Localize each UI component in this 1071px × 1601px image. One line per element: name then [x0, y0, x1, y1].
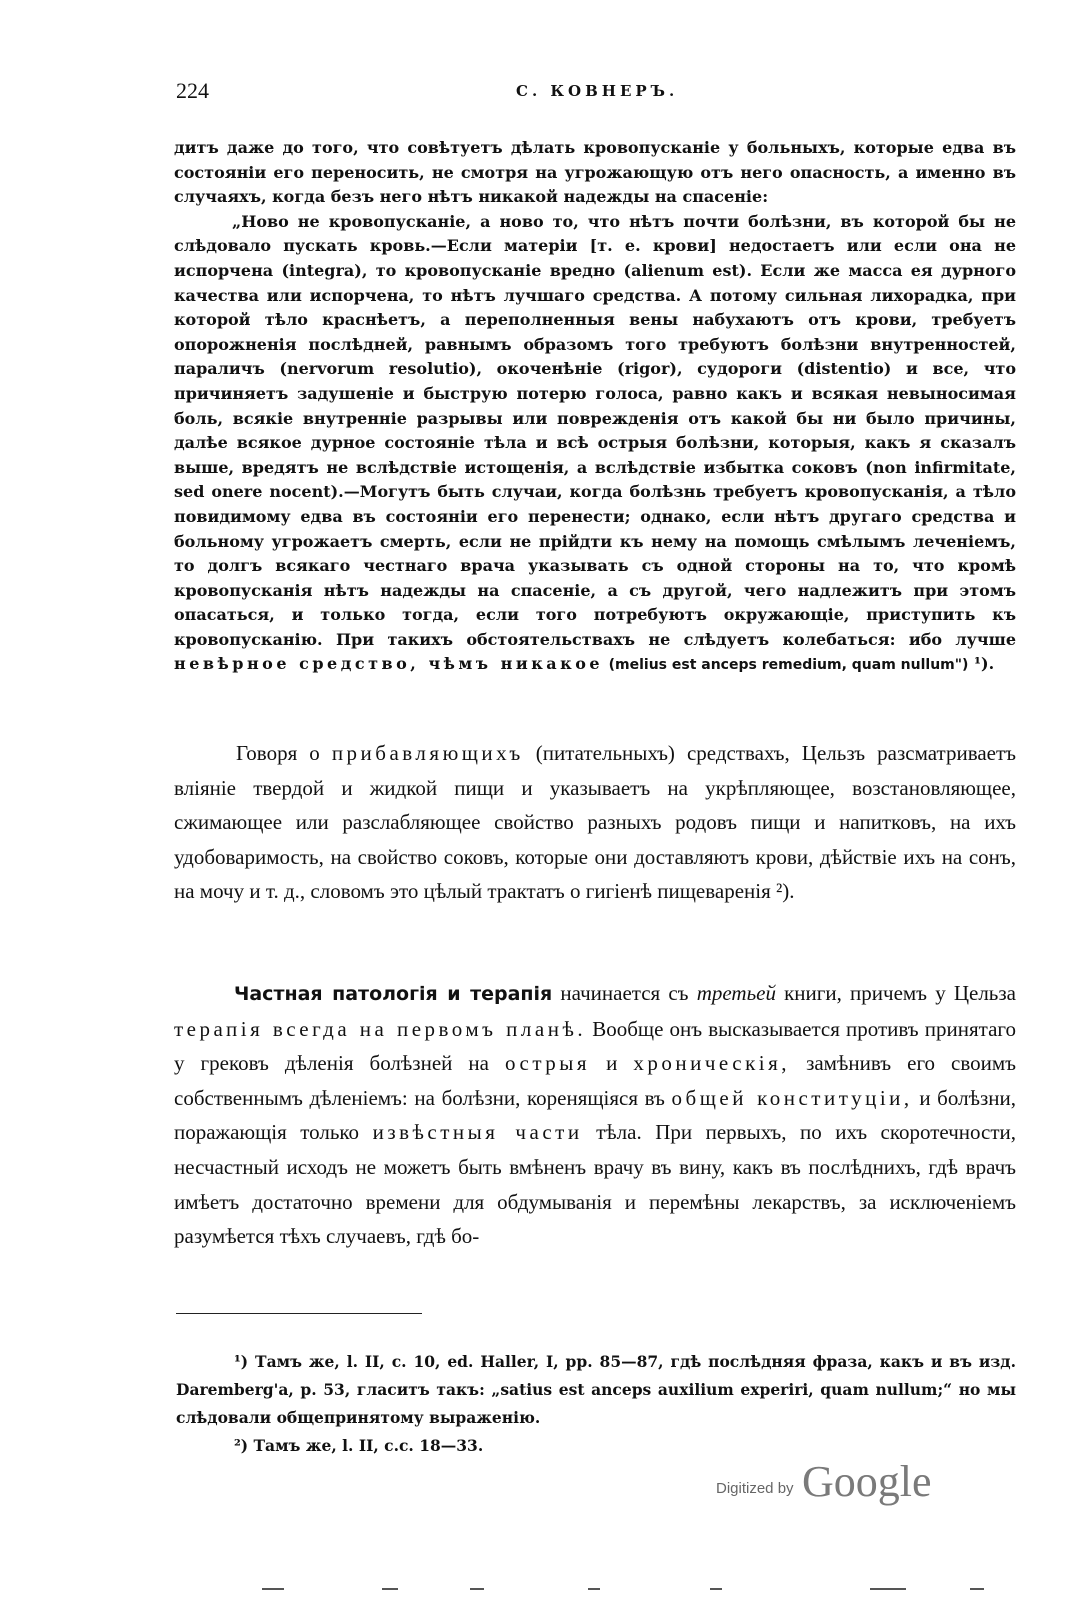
p2-spaced-4: общей конституціи,	[671, 1085, 913, 1110]
footnote-2: ²) Тамъ же, l. II, c.c. 18—33.	[234, 1436, 484, 1455]
watermark-small-text: Digitized by	[716, 1480, 794, 1497]
p1-start: Говоря о	[236, 741, 320, 765]
section-heading: Частная патологія и терапія	[234, 983, 553, 1005]
scan-mark	[970, 1588, 984, 1590]
p2-spaced-5: извѣстныя части	[372, 1120, 583, 1145]
quote-lead: дитъ даже до того, что совѣтуетъ дѣлать кровопусканіе у больныхъ, которые едва въ состояніи его переносить, не смотря на угрожающую отъ него опасность, а именно въ случаяхъ, когда безъ него нѣтъ никакой надежды на спасеніе:	[174, 138, 1016, 207]
p2-text-6: и болѣзни, поражающія только	[174, 1085, 1016, 1145]
scan-mark	[870, 1588, 906, 1590]
p2-text-4: и	[606, 1051, 618, 1076]
quote-body	[174, 210, 1016, 678]
p2-text-7: тѣла. При первыхъ, по ихъ скоротечности, несчастный исходъ не можетъ быть вмѣненъ врачу въ вину, какъ въ послѣднихъ, гдѣ врачъ имѣетъ достаточно времени для обдумыванія и перемѣны лекарствъ, за исключеніемъ разумѣется тѣхъ случаевъ, гдѣ бо-	[174, 1120, 1017, 1249]
p1-spaced: прибавляющихъ	[331, 741, 524, 765]
p2-text-1: начинается съ	[560, 981, 689, 1005]
p2-spaced-3: хроническія,	[633, 1051, 791, 1076]
digitized-watermark	[716, 1457, 946, 1512]
running-head: С. КОВНЕРЪ.	[516, 82, 679, 100]
p2-spaced-1: терапія всегда на первомъ планѣ.	[174, 1016, 587, 1041]
p1-rest: (питательныхъ) средствахъ, Цельзъ разсматриваетъ вліяніе твердой и жидкой пищи и указываетъ на укрѣпляющее, возстановляющее, сжимающее или разслабляющее свойство разныхъ родовъ пищи и напитковъ, на ихъ удобоваримость, на свойство соковъ, которые они доставляютъ крови, дѣйствіе ихъ на сонъ, на мочу и т. д., словомъ это цѣлый трактатъ о гигіенѣ пищеваренія ²).	[174, 741, 1017, 904]
footnotes	[176, 1348, 1016, 1460]
footnote-separator	[176, 1313, 422, 1314]
quote-block	[174, 136, 1016, 678]
scan-mark	[710, 1588, 722, 1590]
quote-spaced-phrase: невѣрное средство, чѣмъ никакое	[174, 654, 604, 674]
footnote-1: ¹) Тамъ же, l. II, c. 10, ed. Haller, I, pp. 85—87, гдѣ послѣдняя фраза, какъ и въ изд. Daremberg'а, p. 53, гласитъ такъ: „satius est anceps auxilium experiri, quam nullum;“ но мы слѣдовали общепринятому выраженію.	[176, 1352, 1016, 1427]
p2-spaced-2: острыя	[505, 1051, 591, 1076]
quote-body-text: „Ново не кровопусканіе, а ново то, что нѣтъ почти болѣзни, въ которой бы не слѣдовало пускать кровь.—Если матеріи [т. е. крови] недостаетъ или если она не испорчена (integra), то кровопусканіе вредно (alienum est). Если же масса ея дурного качества или испорчена, то нѣтъ лучшаго средства. А потому сильная лихорадка, при которой тѣло краснѣетъ, а переполненныя вены набухаютъ отъ крови, требуетъ опорожненія послѣдней, равнымъ образомъ того требуютъ болѣзни внутренностей, параличъ (nervorum resolutio), окоченѣніе (rigor), судороги (distentio) и все, что причиняетъ задушеніе и быструю потерю голоса, равно какъ и всякая невыносимая боль, всякіе внутренніе разрывы или поврежденія отъ какой бы ни было причины, далѣе всякое дурное состояніе тѣла и всѣ острыя болѣзни, которыя, какъ я сказалъ выше, вредятъ не вслѣдствіе истощенія, а вслѣдствіе избытка соковъ (non infirmitate, sed onere nocent).—Могутъ быть случаи, когда болѣзнь требуетъ кровопусканія, а тѣло повидимому едва въ состояніи его перенести; однако, если нѣтъ другаго средства и больному угрожаетъ смерть, если не прійдти къ нему на помощь смѣлымъ леченіемъ, то долгъ всякаго честнаго врача указывать съ одной стороны на то, что кромѣ кровопусканія нѣтъ надежды на спасеніе, а съ другой, чего надлежитъ при этомъ опасаться, и только тогда, если того потребуютъ окружающіе, приступить къ кровопусканію. При такихъ обстоятельствахъ не слѣдуетъ колебаться: ибо лучше	[174, 211, 1016, 649]
paragraph-pathology-text	[174, 976, 1016, 1254]
paragraph-pathology	[174, 976, 1016, 1254]
scan-mark	[470, 1588, 484, 1590]
quote-latin: (melius est anceps remedium, quam nullum")	[608, 657, 969, 674]
p2-text-2: книги, причемъ у Цельза	[784, 981, 1017, 1005]
bottom-scan-marks	[170, 1588, 1020, 1592]
paragraph-nutrition	[174, 736, 1016, 909]
p2-text-5: замѣнивъ его своимъ собственнымъ дѣленіемъ: на болѣзни, коренящіяся въ	[174, 1051, 1017, 1110]
watermark-logo-text: Google	[802, 1457, 932, 1506]
p2-text-3: Вообще онъ высказывается противъ принятаго у грековъ дѣленія болѣзней на	[174, 1016, 1017, 1076]
scan-mark	[588, 1588, 600, 1590]
p2-italic: третьей	[696, 981, 776, 1005]
scan-mark	[262, 1588, 284, 1590]
scan-mark	[382, 1588, 398, 1590]
quote-footnote-ref: ¹).	[974, 654, 995, 674]
page-header	[176, 78, 1016, 108]
paragraph-nutrition-text	[174, 736, 1016, 909]
page-number: 224	[176, 78, 209, 103]
